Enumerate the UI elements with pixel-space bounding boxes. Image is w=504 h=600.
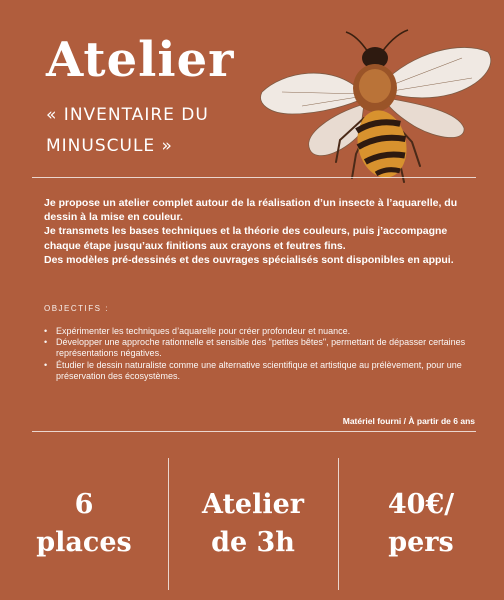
intro-paragraph: Je propose un atelier complet autour de la réalisation d’un insecte à l’aquarelle, du dessin à la mise en couleur.: [44, 197, 458, 224]
objective-item: • Étudier le dessin naturaliste comme une alternative scientifique et artistique au prélèvement, pour une préservation des écosystèmes.: [44, 360, 472, 382]
stat-label: places: [36, 527, 132, 558]
objective-item: • Développer une approche rationnelle et sensible des "petites bêtes", permettant de dépasser certaines représentations négatives.: [44, 337, 472, 359]
stat-divider: [168, 458, 169, 590]
bee-illustration-icon: [252, 22, 498, 194]
info-stats: [0, 458, 504, 590]
objective-item: • Expérimenter les techniques d’aquarelle pour créer profondeur et nuance.: [44, 326, 472, 337]
stat-value: Atelier: [201, 489, 305, 520]
intro-paragraph: Des modèles pré-dessinés et des ouvrages spécialisés sont disponibles en appui.: [44, 253, 454, 266]
divider-bottom: [32, 431, 476, 432]
workshop-description: [44, 196, 472, 267]
stat-value: 6: [74, 489, 94, 520]
materials-note: Matériel fourni / À partir de 6 ans: [342, 416, 475, 426]
intro-paragraph: Je transmets les bases techniques et la théorie des couleurs, puis j’accompagne chaque étape jusqu’aux finitions aux crayons et feutres fins.: [44, 225, 448, 252]
stat-label: de 3h: [211, 527, 295, 558]
stat-duration: [168, 458, 338, 590]
stat-value: 40€/: [387, 489, 455, 520]
workshop-subtitle: « INVENTAIRE DU MINUSCULE »: [46, 105, 209, 156]
stat-divider: [338, 458, 339, 590]
page-title: Atelier: [46, 32, 235, 88]
objectives-heading: OBJECTIFS :: [44, 304, 109, 313]
stat-label: pers: [388, 527, 454, 558]
objectives-list: [44, 326, 472, 382]
divider-top: [32, 177, 476, 178]
stat-price: [338, 458, 504, 590]
stat-places: [0, 458, 168, 590]
